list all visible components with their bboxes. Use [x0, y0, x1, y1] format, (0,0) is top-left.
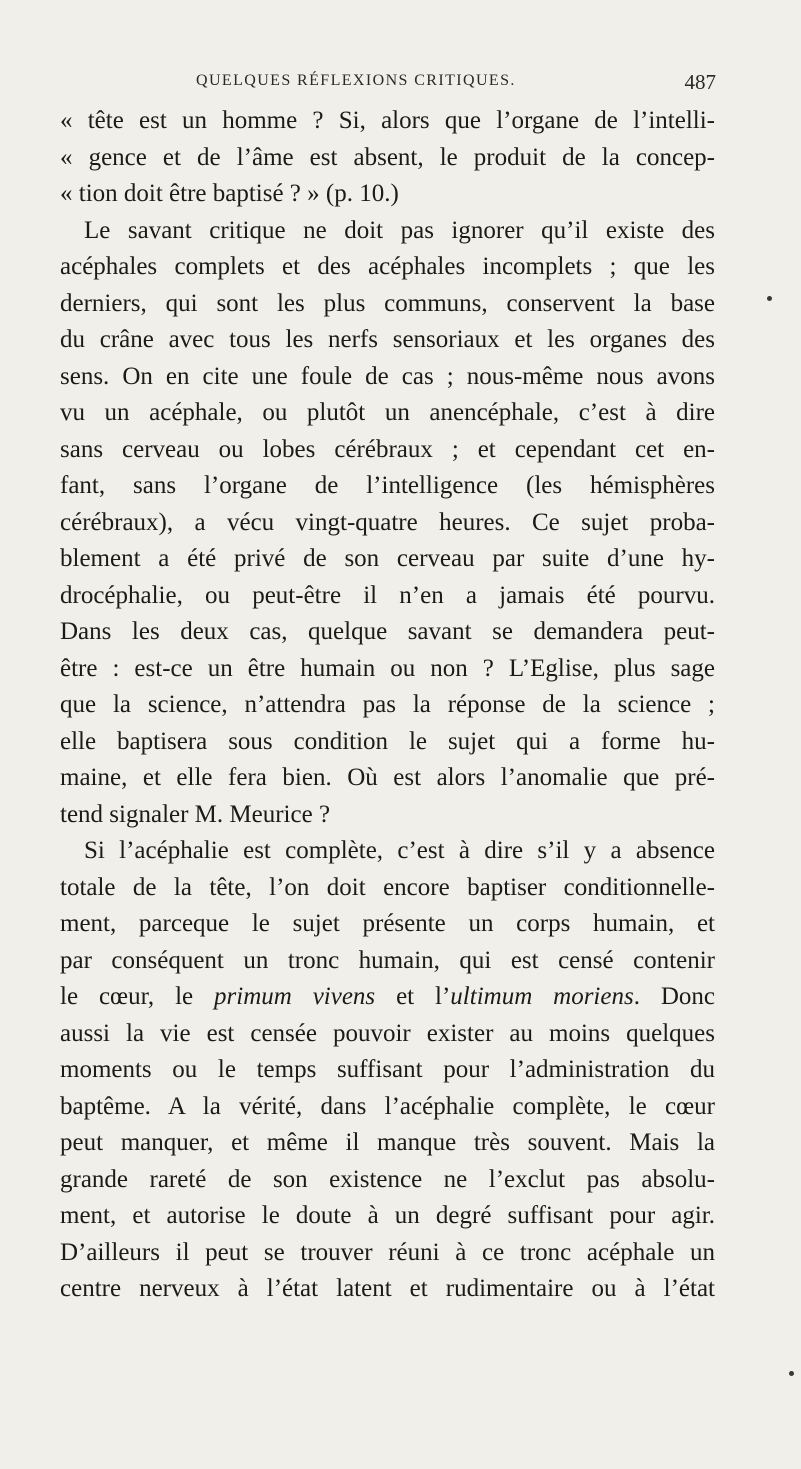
text-line-with-italics — [60, 979, 715, 1016]
text-line: ment, et autorise le doute à un degré suffisant pour agir. — [60, 1202, 715, 1229]
page-number: 487 — [684, 70, 716, 94]
text-line: elle baptisera sous condition le sujet qui a forme hu- — [60, 727, 715, 755]
text-line: maine, et elle fera bien. Où est alors l’anomalie que pré- — [60, 764, 715, 791]
paper-speck — [767, 296, 772, 301]
text-line: D’ailleurs il peut se trouver réuni à ce tronc acéphale un — [60, 1238, 715, 1266]
text-line: aussi la vie est censée pouvoir exister au moins quelques — [60, 1019, 715, 1047]
text-line: blement a été privé de son cerveau par suite d’une hy- — [60, 545, 715, 572]
paragraph-start-line: Si l’acéphalie est complète, c’est à dire s’il y a absence — [84, 837, 715, 864]
italic-phrase: ultimum moriens — [450, 983, 634, 1010]
text-line: peut manquer, et même il manque très souvent. Mais la — [60, 1129, 715, 1156]
running-title: QUELQUES RÉFLEXIONS CRITIQUES. — [196, 72, 516, 89]
text-line: ment, parceque le sujet présente un corps humain, et — [60, 910, 715, 937]
text-line: que la science, n’attendra pas la réponse de la science ; — [60, 691, 715, 718]
text-run: et l’ — [375, 983, 451, 1010]
text-line: totale de la tête, l’on doit encore baptiser conditionnelle- — [60, 873, 715, 901]
text-run: . Donc — [633, 983, 715, 1010]
text-line: sens. On en cite une foule de cas ; nous-même nous avons — [60, 362, 715, 390]
text-line: « gence et de l’âme est absent, le produit de la concep- — [60, 143, 715, 171]
text-run: le cœur, le — [60, 983, 215, 1010]
text-line: du crâne avec tous les nerfs sensoriaux et les organes des — [60, 326, 715, 353]
text-line: baptême. A la vérité, dans l’acéphalie complète, le cœur — [60, 1092, 715, 1120]
text-line: derniers, qui sont les plus communs, conservent la base — [60, 289, 715, 317]
text-line: acéphales complets et des acéphales incomplets ; que les — [60, 253, 715, 280]
text-line: vu un acéphale, ou plutôt un anencéphale, c’est à dire — [60, 399, 715, 426]
text-line: grande rareté de son existence ne l’exclut pas absolu- — [60, 1165, 715, 1193]
text-line: centre nerveux à l’état latent et rudimentaire ou à l’état — [60, 1275, 715, 1302]
text-line: « tion doit être baptisé ? » (p. 10.) — [60, 180, 399, 207]
text-line: tend signaler M. Meurice ? — [60, 800, 331, 828]
text-line: drocéphalie, ou peut-être il n’en a jamais été pourvu. — [60, 581, 715, 609]
text-line: par conséquent un tronc humain, qui est censé contenir — [60, 946, 715, 974]
running-head — [196, 70, 716, 96]
text-line: sans cerveau ou lobes cérébraux ; et cependant cet en- — [60, 435, 715, 463]
text-line: être : est-ce un être humain ou non ? L’Eglise, plus sage — [60, 654, 715, 682]
text-line: « tête est un homme ? Si, alors que l’organe de l’intelli- — [60, 107, 715, 134]
text-line: cérébraux), a vécu vingt-quatre heures. Ce sujet proba- — [60, 508, 715, 536]
text-line: Dans les deux cas, quelque savant se demandera peut- — [60, 618, 715, 645]
paper-speck — [789, 1371, 794, 1376]
text-line: fant, sans l’organe de l’intelligence (les hémisphères — [60, 472, 715, 499]
text-line: moments ou le temps suffisant pour l’administration du — [60, 1056, 715, 1083]
paragraph-start-line: Le savant critique ne doit pas ignorer qu’il existe des — [84, 216, 715, 244]
italic-phrase: primum vivens — [214, 983, 376, 1010]
body-text — [60, 103, 715, 1308]
